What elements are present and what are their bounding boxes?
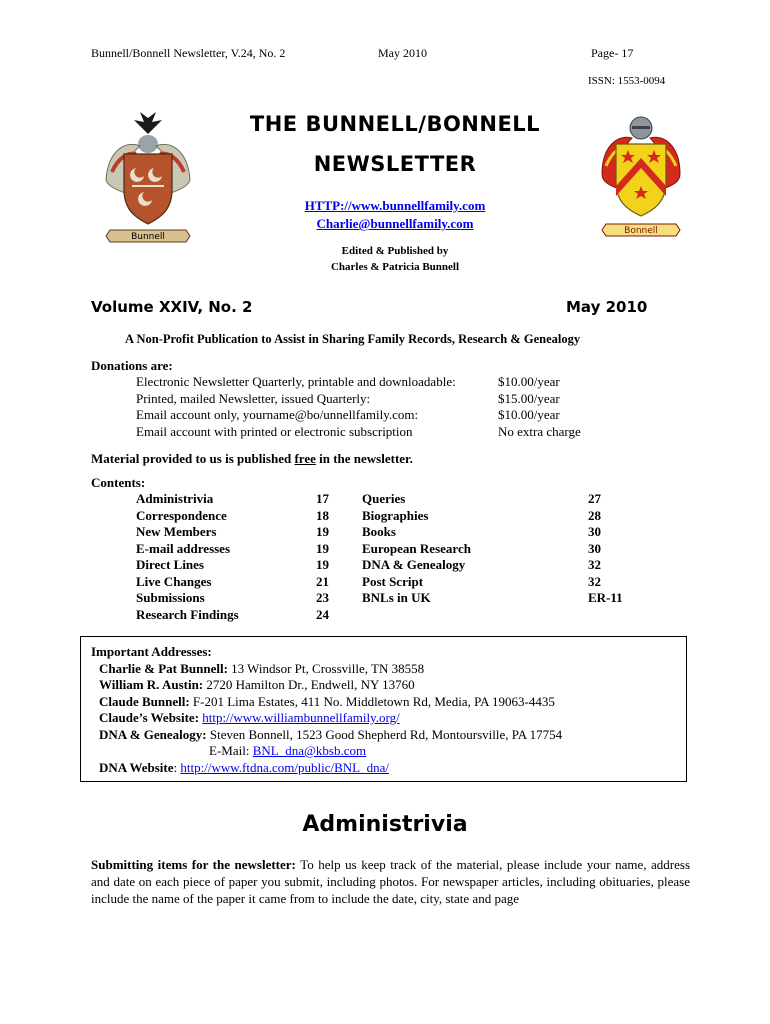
contents-item: Books [362,524,396,539]
contents-heading: Contents: [91,475,146,490]
contents-page: 32 [588,557,601,572]
contents-page: 28 [588,507,601,523]
address-label: William R. Austin: [99,677,204,692]
contents-page: 18 [316,507,329,523]
material-note [91,451,413,467]
address-value: 13 Windsor Pt, Crossville, TN 38558 [231,660,425,676]
administrivia-body: To help us keep track of the material, please include your name, address and date on each piece of paper you submit, including photos. For newspaper articles, including obituaries, please include the name of the paper it came from to include the date, city, state and page [91,857,691,906]
address-sep: : [173,759,178,775]
contents-page: 30 [588,540,601,556]
address-claude [91,694,562,711]
donation-price: $15.00/year [498,390,560,406]
contents-page: 30 [588,524,601,539]
contents-item: Biographies [362,507,429,523]
address-label: DNA & Genealogy: [99,726,207,742]
address-value: Steven Bonnell, 1523 Good Shepherd Rd, Montoursville, PA 17754 [209,726,563,742]
address-claude-website [91,710,562,727]
contents-page: 19 [316,540,329,556]
edited-by: Edited & Published by [341,245,449,257]
volume-label: Volume XXIV, No. 2 [91,298,253,316]
newsletter-title-line2: NEWSLETTER [313,152,477,176]
contents-item: Queries [362,491,406,506]
claude-website-link[interactable]: http://www.williambunnellfamily.org/ [202,710,400,725]
contents-page: 32 [588,573,601,589]
administrivia-paragraph [91,856,690,907]
contents-page: ER-11 [588,590,623,605]
contents-item: Administrivia [136,491,214,506]
donation-desc: Email account with printed or electronic subscription [136,423,413,439]
contents-item: Submissions [136,590,205,605]
addresses-heading: Important Addresses: [91,644,212,659]
website-link[interactable]: HTTP://www.bunnellfamily.com [304,198,486,213]
donations-list [136,374,456,440]
email-link[interactable]: Charlie@bunnellfamily.com [316,216,474,231]
material-after: in the newsletter. [315,451,413,466]
donation-desc: Electronic Newsletter Quarterly, printable and downloadable: [136,374,456,389]
address-label: DNA Website [99,759,174,775]
contents-item: BNLs in UK [362,590,431,605]
address-dna [91,727,562,744]
bonnell-crest-icon [596,110,686,245]
contents-item: E-mail addresses [136,540,231,556]
address-dna-email [91,743,562,760]
contents-page: 27 [588,491,601,506]
contents-item: Direct Lines [136,557,204,572]
donation-price: $10.00/year [498,374,560,389]
material-free: free [294,451,316,466]
addresses-content [91,644,562,776]
contents-page: 19 [316,524,329,539]
tagline: A Non-Profit Publication to Assist in Sharing Family Records, Research & Genealogy [125,332,581,346]
contents-item: Research Findings [136,606,239,622]
donations-prices [498,374,581,440]
donation-price: No extra charge [498,423,581,439]
contents-right-pages [588,491,623,607]
address-label: Claude Bunnell: [99,693,190,709]
contents-page: 23 [316,590,329,605]
address-value: F-201 Lima Estates, 411 No. Middletown Rd, Media, PA 19063-4435 [192,693,555,709]
address-label: E-Mail: [209,743,250,758]
issue-date: May 2010 [566,298,648,316]
bunnell-crest-icon [98,110,198,250]
address-label: Claude’s Website: [99,710,200,725]
address-charlie [91,661,562,678]
contents-left-pages [316,491,329,623]
contents-item: New Members [136,524,217,539]
contents-item: Live Changes [136,573,212,589]
header-left: Bunnell/Bonnell Newsletter, V.24, No. 2 [91,46,286,60]
address-william [91,677,562,694]
donations-section [91,358,173,375]
donation-price: $10.00/year [498,407,560,422]
material-before: Material provided to us is published [91,451,295,466]
contents-page: 17 [316,491,329,506]
issn: ISSN: 1553-0094 [588,75,666,87]
dna-email-link[interactable]: BNL_dna@kbsb.com [252,743,367,758]
left-crest-banner: Bunnell [131,232,165,242]
address-value: 2720 Hamilton Dr., Endwell, NY 13760 [206,677,415,692]
donations-heading: Donations are: [91,358,173,373]
contents-page: 24 [316,606,329,622]
contents-left-labels [136,491,239,623]
contents-item: European Research [362,540,471,556]
right-crest-banner: Bonnell [624,226,658,236]
contents-item: Post Script [362,573,424,589]
newsletter-title-line1: THE BUNNELL/BONNELL [249,112,541,136]
contents-item: Correspondence [136,507,227,523]
address-label: Charlie & Pat Bunnell: [99,660,228,676]
donation-desc: Printed, mailed Newsletter, issued Quarterly: [136,390,371,406]
contents-page: 19 [316,557,329,572]
administrivia-title: Administrivia [302,812,468,837]
donation-desc: Email account only, yourname@bo/unnellfamily.com: [136,407,419,422]
header-page: Page- 17 [591,46,634,60]
dna-website-link[interactable]: http://www.ftdna.com/public/BNL_dna/ [180,759,389,775]
publishers: Charles & Patricia Bunnell [330,261,460,273]
address-dna-website [91,760,562,777]
contents-item: DNA & Genealogy [362,557,466,572]
contents-page: 21 [316,573,329,589]
contents-right-labels [362,491,471,607]
header-date: May 2010 [378,46,427,60]
administrivia-lead: Submitting items for the newsletter: [91,857,296,872]
